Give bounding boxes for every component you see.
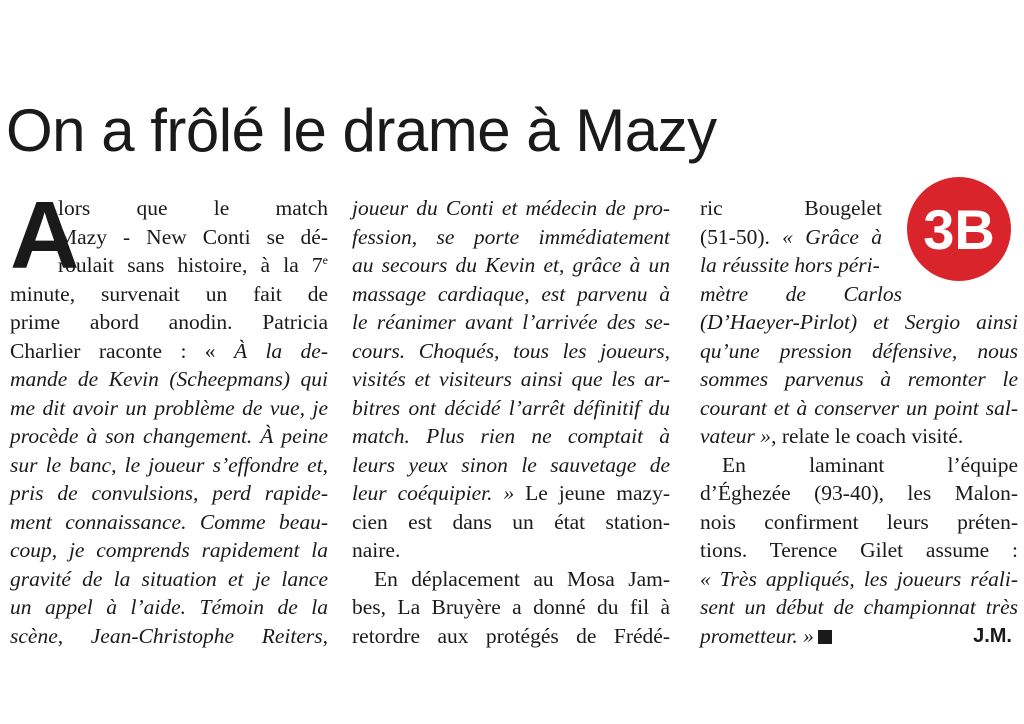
text-line: qu’une pression défensive, nous (700, 338, 1018, 363)
text-line: fession, se porte immédiatement (352, 224, 670, 249)
text-span: (51-50). (700, 224, 783, 249)
text-line: match. Plus rien ne comptait à (352, 424, 670, 448)
text-line: massage cardiaque, est parvenu à (352, 281, 670, 306)
end-mark-icon (818, 630, 832, 644)
text-line: cours. Choqués, tous les joueurs, (352, 338, 670, 363)
text-line (700, 223, 882, 252)
text-line: joueur du Conti et médecin de pro- (352, 196, 670, 220)
text-line: lors que le match (58, 196, 328, 220)
author-byline: J.M. (973, 624, 1012, 647)
text-line: le réanimer avant l’arrivée des se- (352, 310, 670, 334)
text-line: scène, Jean-Christophe Reiters, (10, 623, 328, 648)
text-line (700, 622, 1018, 651)
text-line: ment connaissance. Comme beau- (10, 509, 328, 534)
text-span: , relate le coach visité. (771, 424, 964, 448)
text-line: naire. (352, 538, 401, 562)
text-line: coup, je comprends rapidement la (10, 538, 328, 562)
article-headline: On a frôlé le drame à Mazy (6, 97, 717, 164)
text-line (10, 337, 328, 366)
text-line: nois confirment leurs préten- (700, 509, 1018, 534)
article-column-2 (352, 194, 670, 650)
text-line: pris de convulsions, perd rapide- (10, 481, 328, 505)
text-line: prime abord anodin. Patricia (10, 310, 328, 334)
text-line: sommes parvenus à remonter le (700, 367, 1018, 391)
text-line: la réussite hors péri- (700, 253, 880, 277)
text-line: sent un début de championnat très (700, 595, 1018, 619)
text-line: mètre de Carlos (700, 281, 902, 306)
text-line: visités et visiteurs ainsi que les ar- (352, 367, 670, 391)
text-line: procède à son changement. À peine (10, 424, 328, 448)
text-line: En déplacement au Mosa Jam- (374, 566, 670, 591)
text-line: tions. Terence Gilet assume : (700, 538, 1018, 562)
text-line: bitres ont décidé l’arrêt définitif du (352, 395, 670, 420)
quote-span: prometteur. » (700, 623, 814, 648)
text-line: (D’Haeyer-Pirlot) et Sergio ainsi (700, 310, 1018, 334)
text-line: En laminant l’équipe (722, 452, 1018, 477)
quote-span: vateur » (700, 424, 772, 448)
drop-cap: A (10, 182, 80, 289)
superscript: e (322, 252, 328, 267)
text-line (700, 422, 1018, 451)
text-line: d’Éghezée (93-40), les Malon- (700, 481, 1018, 505)
text-span: Charlier raconte : « (10, 338, 234, 363)
text-line: cien est dans un état station- (352, 509, 670, 534)
text-line: minute, survenait un fait de (10, 281, 328, 306)
text-line: ric Bougelet (700, 196, 882, 220)
article-column-1 (10, 182, 328, 650)
text-line: Mazy - New Conti se dé- (58, 224, 328, 249)
text-line: au secours du Kevin et, grâce à un (352, 253, 670, 277)
text-line: gravité de la situation et je lance (10, 566, 328, 591)
text-line: un appel à l’aide. Témoin de la (10, 595, 328, 619)
quote-span: À la de- (233, 338, 328, 363)
text-line: leurs yeux sinon le sauvetage de (352, 452, 670, 477)
text-line: me dit avoir un problème de vue, je (10, 395, 328, 420)
text-span: Le jeune mazy- (514, 481, 671, 505)
text-line (352, 479, 670, 508)
text-line: courant et à conserver un point sal- (700, 395, 1018, 420)
text-line: « Très appliqués, les joueurs réali- (700, 566, 1018, 591)
text-line: mande de Kevin (Scheepmans) qui (10, 367, 328, 391)
text-line: bes, La Bruyère a donné du fil à (352, 595, 670, 619)
text-line: retordre aux protégés de Frédé- (352, 623, 670, 648)
league-badge: 3B (907, 177, 1011, 281)
quote-span: leur coéquipier. » (352, 481, 515, 505)
quote-span: « Grâce à (782, 224, 882, 249)
text-line: sur le banc, le joueur s’effondre et, (10, 452, 328, 477)
text-span: roulait sans histoire, à la 7 (58, 253, 323, 277)
